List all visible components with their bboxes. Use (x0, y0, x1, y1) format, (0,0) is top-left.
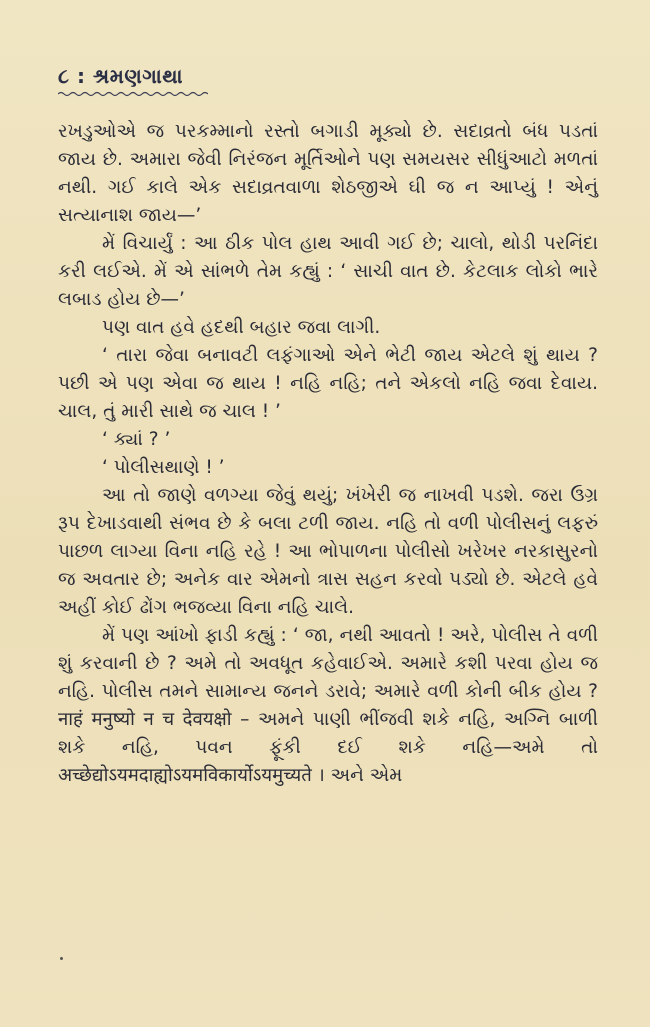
running-header: ૮ : શ્રમણગાથા (58, 64, 184, 88)
paragraph: રખડુઓએ જ પરકમ્માનો રસ્તો બગાડી મૂક્યો છે. સદાવ્રતો બંધ પડતાં જાય છે. અમારા જેવી નિરંજન મૂર્તિઓને પણ સમયસર સીધુંઆટો મળતાં નથી. ગઈ કાલે એક સદાવ્રતવાળા શેઠજીએ ઘી જ ન આપ્યું ! એનું સત્યાનાશ જાય—’ (58, 121, 598, 226)
header-underline-ornament (58, 90, 208, 98)
paragraph: ‘ ક્યાં ? ’ (102, 429, 171, 450)
paragraph: આ તો જાણે વળગ્યા જેવું થયું; ખંખેરી જ નાખવી પડશે. જરા ઉગ્ર રૂપ દેખાડવાથી સંભવ છે કે બલા ટળી જાય. નહિ તો વળી પોલીસનું લફરું પાછળ લાગ્યા વિના નહિ રહે ! આ ભોપાળના પોલીસો ખરેખર નરકાસુરનો જ અવતાર છે; અનેક વાર એમનો ત્રાસ સહન કરવો પડ્યો છે. એટલે હવે અહીં કોઈ ઢોંગ ભજવ્યા વિના નહિ ચાલે. (58, 485, 598, 618)
paragraph: પણ વાત હવે હદથી બહાર જવા લાગી. (102, 317, 381, 338)
paragraph: મેં પણ આંખો ફાડી કહ્યું : ‘ જા, નથી આવતો ! અરે, પોલીસ તે વળી શું કરવાની છે ? અમે તો અવધૂત કહેવાઈએ. અમારે કશી પરવા હોય જ નહિ. પોલીસ તમને સામાન્ય જનને ડરાવે; અમારે વળી કોની બીક હોય ? नाहं मनुष्यो न च देवयक्षो – અમને પાણી ભીંજવી શકે નહિ, અગ્નિ બાળી શકે નહિ, પવન ફૂંકી દઈ શકે નહિ—અમે તો अच्छेद्योऽयमदाह्योऽयमविकार्योऽयमुच्यते । અને એમ (58, 625, 598, 786)
body-text (58, 118, 598, 790)
paragraph: ‘ તારા જેવા બનાવટી લફંગાઓ એને ભેટી જાય એટલે શું થાય ? પછી એ પણ એવા જ થાય ! નહિ નહિ; તને એકલો નહિ જવા દેવાય. ચાલ, તું મારી સાથે જ ચાલ ! ’ (58, 345, 598, 422)
paragraph: મેં વિચાર્યું : આ ઠીક પોલ હાથ આવી ગઈ છે; ચાલો, થોડી પરનિંદા કરી લઈએ. મેં એ સાંભળે તેમ કહ્યું : ‘ સાચી વાત છે. કેટલાક લોકો ભારે લબાડ હોય છે—’ (58, 233, 598, 310)
print-speck (60, 957, 63, 960)
paragraph: ‘ પોલીસથાણે ! ’ (102, 457, 225, 478)
